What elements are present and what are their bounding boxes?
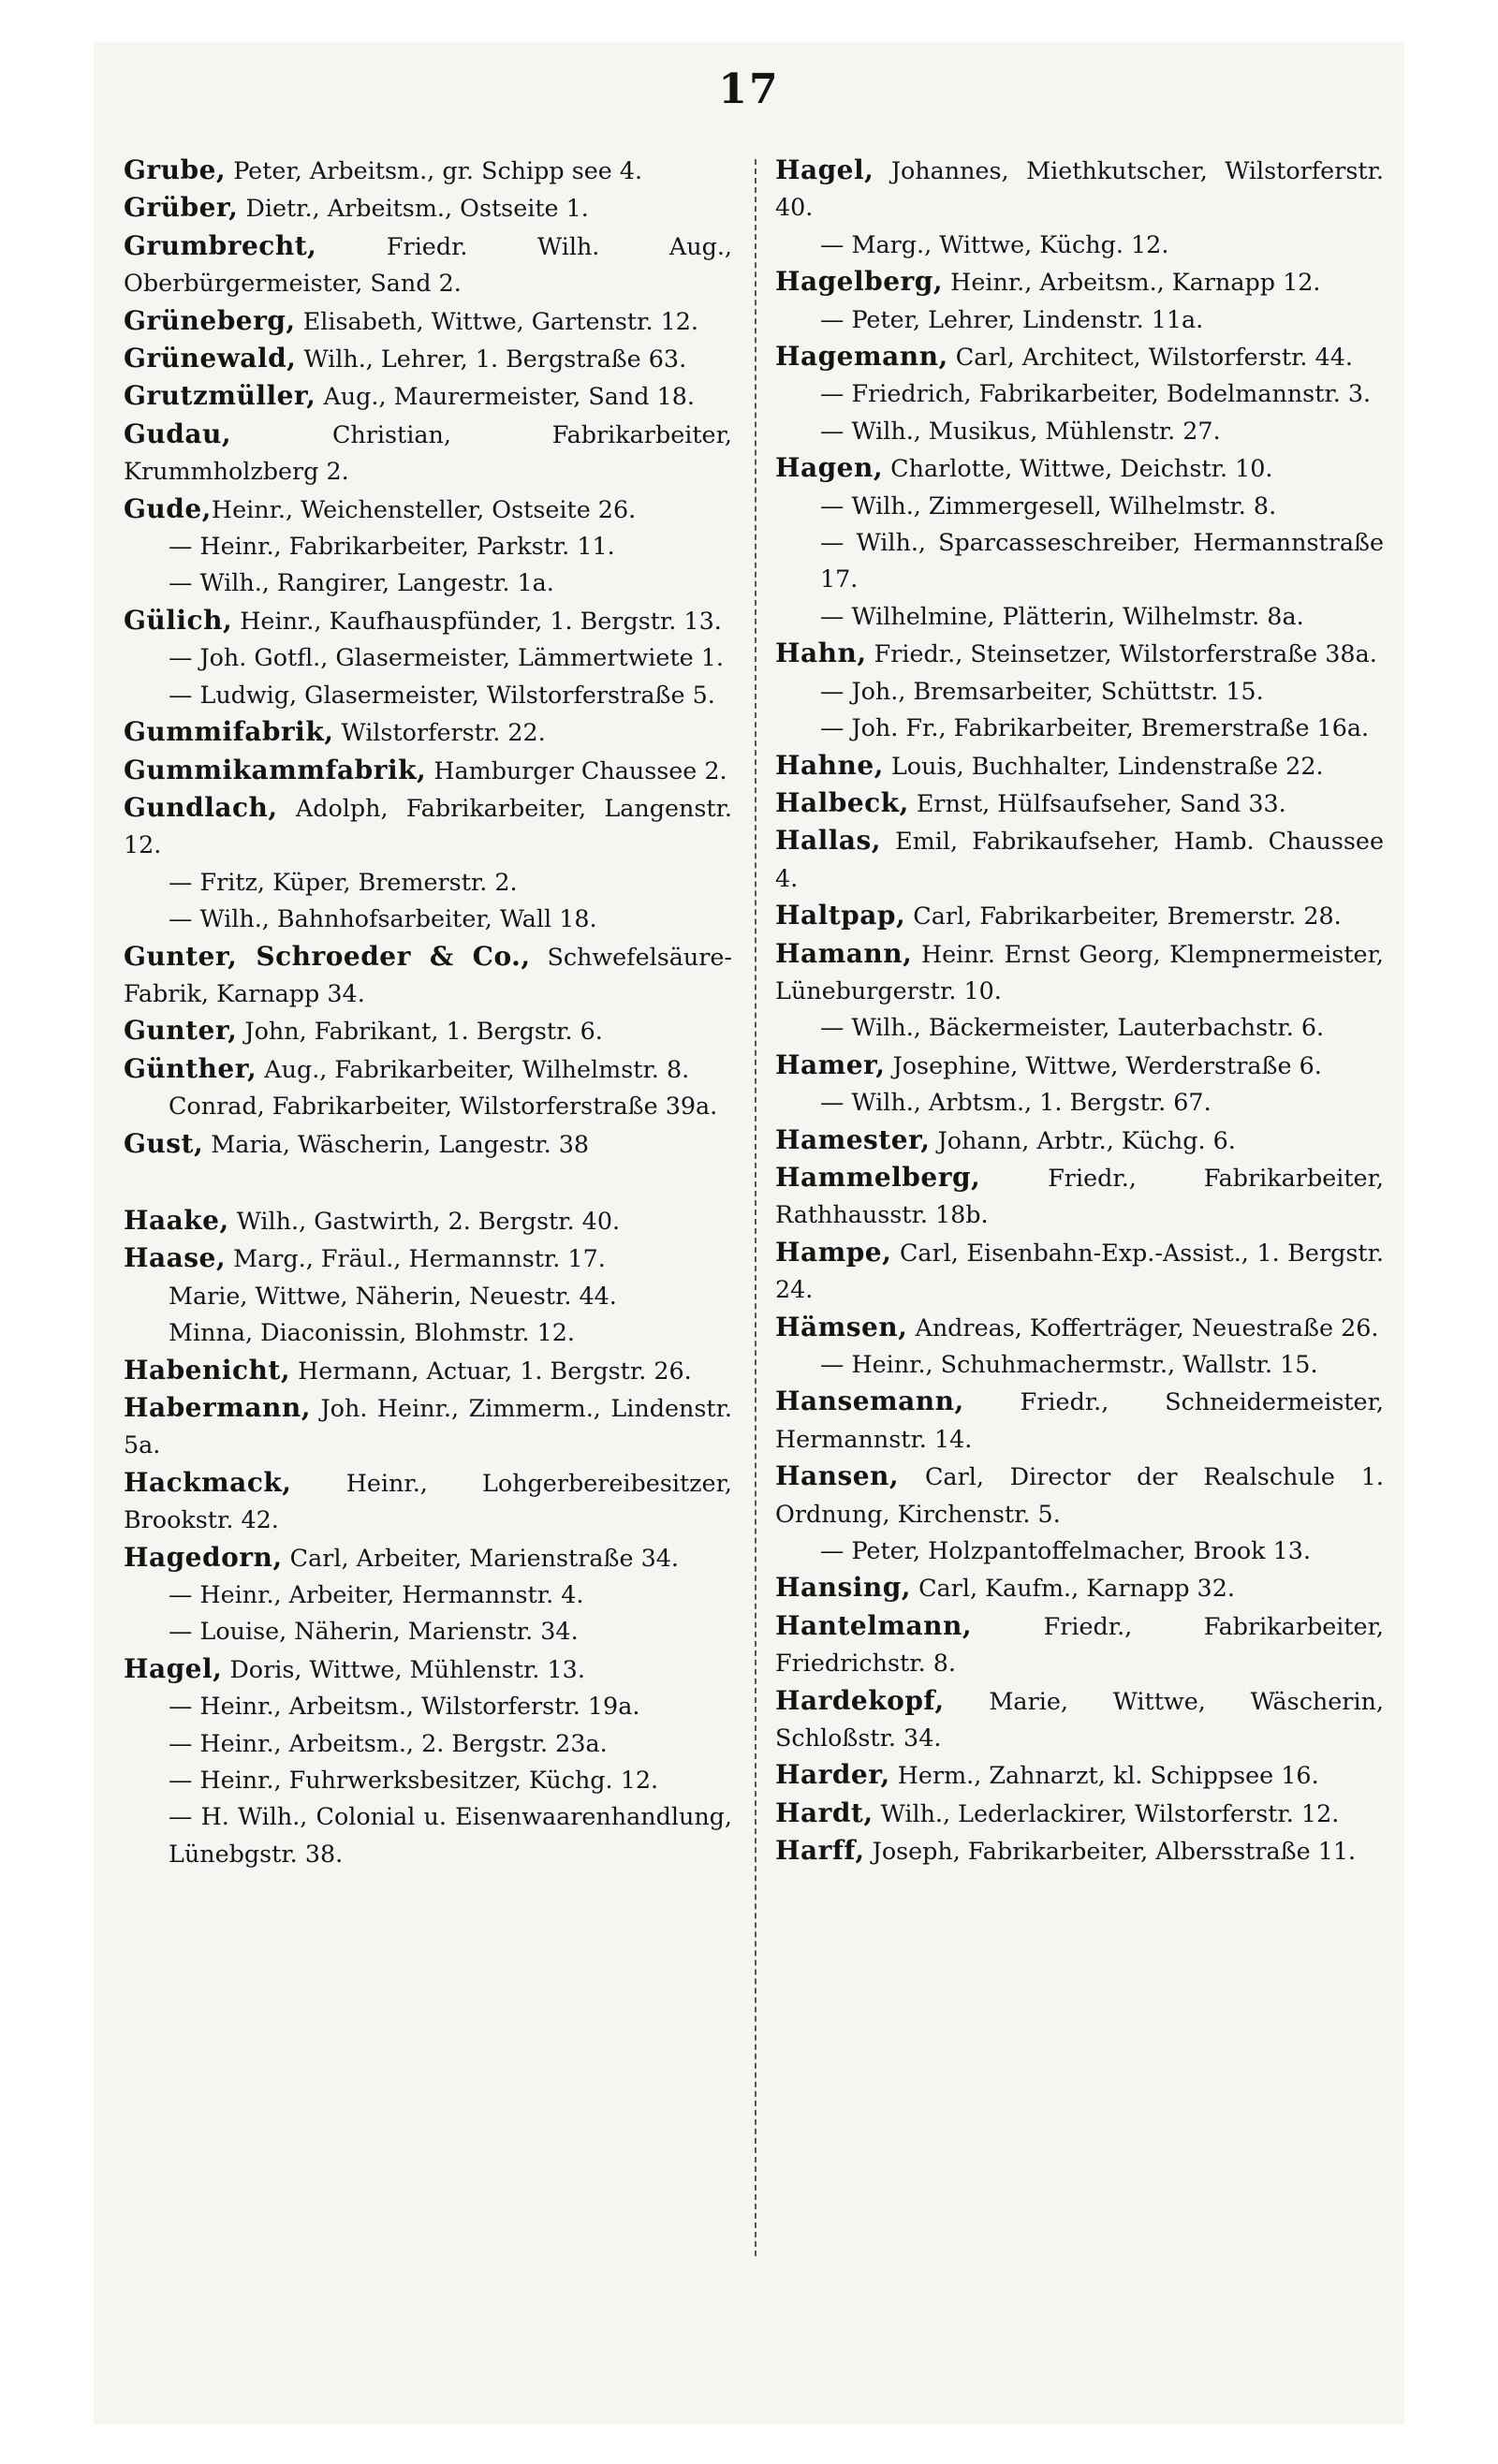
directory-entry bbox=[124, 602, 732, 639]
directory-entry bbox=[775, 1795, 1384, 1832]
directory-entry bbox=[775, 635, 1384, 672]
entry-surname: Grüber, bbox=[124, 192, 239, 224]
directory-entry bbox=[775, 598, 1384, 635]
entry-surname: Hamann, bbox=[775, 937, 913, 969]
entry-details: Johann, Arbtr., Küchg. 6. bbox=[930, 1125, 1236, 1154]
entry-details: Andreas, Kofferträger, Neuestraße 26. bbox=[907, 1313, 1379, 1342]
entry-details: Josephine, Wittwe, Werderstraße 6. bbox=[885, 1050, 1322, 1079]
entry-details: Heinr., Weichensteller, Ostseite 26. bbox=[211, 494, 637, 523]
directory-entry bbox=[775, 413, 1384, 449]
entry-details: Heinr. Ernst Georg, Klempnermeister, Lüneburgerstr. 10. bbox=[775, 939, 1384, 1005]
entry-details: Marg., Wittwe, Küchg. 12. bbox=[851, 229, 1169, 258]
entry-details: Fritz, Küper, Bremerstr. 2. bbox=[199, 867, 518, 896]
directory-entry bbox=[124, 1125, 732, 1163]
entry-details: Marie, Wittwe, Näherin, Neuestr. 44. bbox=[169, 1281, 617, 1310]
entry-details: Joseph, Fabrikarbeiter, Albersstraße 11. bbox=[864, 1837, 1357, 1866]
entry-details: Doris, Wittwe, Mühlenstr. 13. bbox=[222, 1654, 585, 1683]
entry-details: Hermann, Actuar, 1. Bergstr. 26. bbox=[290, 1356, 692, 1385]
entry-surname: Gudau, bbox=[124, 418, 232, 449]
entry-surname: Hagedorn, bbox=[124, 1541, 283, 1573]
directory-entry bbox=[775, 227, 1384, 263]
entry-details: Wilh., Arbtsm., 1. Bergstr. 67. bbox=[851, 1088, 1212, 1117]
entry-details: Christian, Fabrikarbeiter, Krummholzberg 2. bbox=[124, 419, 732, 486]
directory-entry bbox=[124, 1278, 732, 1314]
entry-details: Wilh., Sparcasseschreiber, Hermannstraße 17. bbox=[820, 528, 1384, 594]
directory-entry bbox=[124, 901, 732, 937]
entry-details: Aug., Fabrikarbeiter, Wilhelmstr. 8. bbox=[257, 1054, 690, 1083]
ditto-dash: — bbox=[169, 1617, 200, 1646]
entry-surname: Hackmack, bbox=[124, 1466, 292, 1498]
entry-surname: Gunter, bbox=[124, 1015, 238, 1047]
entry-surname: Hahn, bbox=[775, 638, 867, 669]
directory-entry bbox=[775, 1832, 1384, 1870]
ditto-dash: — bbox=[169, 643, 200, 672]
ditto-dash: — bbox=[169, 532, 200, 561]
entry-details: Heinr., Fuhrwerksbesitzer, Küchg. 12. bbox=[199, 1766, 659, 1795]
entry-details: Wilh., Musikus, Mühlenstr. 27. bbox=[851, 416, 1221, 445]
entry-details: Wilh., Gastwirth, 2. Bergstr. 40. bbox=[228, 1206, 621, 1235]
entry-details: Carl, Eisenbahn-Exp.-Assist., 1. Bergstr. 24. bbox=[775, 1238, 1384, 1304]
directory-entry bbox=[775, 1682, 1384, 1757]
entry-details: Ludwig, Glasermeister, Wilstorferstraße 5. bbox=[199, 680, 715, 709]
directory-entry bbox=[775, 673, 1384, 710]
entry-details: Heinr., Arbeitsm., Karnapp 12. bbox=[943, 268, 1321, 297]
ditto-dash: — bbox=[820, 1013, 852, 1042]
entry-surname: Harder, bbox=[775, 1759, 890, 1791]
entry-surname: Haake, bbox=[124, 1204, 229, 1236]
directory-entry bbox=[124, 377, 732, 415]
entry-surname: Gummikammfabrik, bbox=[124, 754, 427, 785]
entry-details: Peter, Lehrer, Lindenstr. 11a. bbox=[851, 304, 1204, 333]
directory-entry bbox=[775, 1234, 1384, 1309]
entry-details: Louis, Buchhalter, Lindenstraße 22. bbox=[883, 751, 1324, 780]
entry-surname: Grüneberg, bbox=[124, 304, 296, 336]
directory-entry bbox=[124, 1798, 732, 1872]
directory-entry bbox=[124, 1202, 732, 1239]
entry-surname: Hardekopf, bbox=[775, 1684, 945, 1716]
entry-details: Carl, Arbeiter, Marienstraße 34. bbox=[282, 1543, 679, 1572]
directory-entry bbox=[775, 301, 1384, 338]
ditto-dash: — bbox=[820, 379, 852, 408]
right-column bbox=[775, 152, 1384, 1870]
directory-entry bbox=[775, 488, 1384, 524]
entry-surname: Hämsen, bbox=[775, 1311, 908, 1342]
ditto-dash: — bbox=[820, 1536, 852, 1565]
entry-details: Peter, Arbeitsm., gr. Schipp see 4. bbox=[226, 156, 643, 184]
directory-entry bbox=[775, 710, 1384, 746]
directory-entry bbox=[124, 1314, 732, 1351]
entry-details: Conrad, Fabrikarbeiter, Wilstorferstraße 39a. bbox=[169, 1092, 718, 1121]
entry-details: Heinr., Schuhmachermstr., Wallstr. 15. bbox=[851, 1350, 1318, 1378]
entry-details: Friedrich, Fabrikarbeiter, Bodelmannstr. 3. bbox=[851, 379, 1372, 408]
entry-details: Wilh., Rangirer, Langestr. 1a. bbox=[199, 568, 554, 597]
entry-surname: Gunter, Schroeder & Co., bbox=[124, 940, 531, 972]
entry-details: Carl, Architect, Wilstorferstr. 44. bbox=[947, 343, 1353, 372]
entry-details: Charlotte, Wittwe, Deichstr. 10. bbox=[883, 454, 1273, 483]
directory-entry bbox=[775, 1009, 1384, 1046]
directory-entry bbox=[124, 789, 732, 864]
entry-details: H. Wilh., Colonial u. Eisenwaarenhandlung, Lünebgstr. 38. bbox=[169, 1802, 732, 1868]
entry-details: Adolph, Fabrikarbeiter, Langenstr. 12. bbox=[124, 793, 732, 859]
entry-details: Heinr., Arbeitsm., 2. Bergstr. 23a. bbox=[199, 1728, 608, 1757]
directory-entry bbox=[124, 302, 732, 340]
directory-entry bbox=[775, 1309, 1384, 1346]
directory-entry bbox=[124, 713, 732, 751]
entry-details: Friedr., Fabrikarbeiter, Rathhausstr. 18b. bbox=[775, 1163, 1384, 1229]
directory-entry bbox=[775, 263, 1384, 301]
ditto-dash: — bbox=[169, 568, 200, 597]
entry-details: Dietr., Arbeitsm., Ostseite 1. bbox=[238, 194, 589, 223]
ditto-dash: — bbox=[169, 1802, 201, 1831]
ditto-dash: — bbox=[820, 676, 852, 705]
directory-entry bbox=[775, 935, 1384, 1010]
directory-entry bbox=[124, 1650, 732, 1688]
directory-entry bbox=[775, 375, 1384, 412]
entry-details: Johannes, Miethkutscher, Wilstorferstr. 40. bbox=[775, 156, 1384, 222]
directory-entry bbox=[775, 747, 1384, 785]
entry-surname: Hansen, bbox=[775, 1460, 900, 1492]
entry-surname: Grünewald, bbox=[124, 343, 297, 374]
directory-entry bbox=[124, 1389, 732, 1464]
entry-surname: Hagen, bbox=[775, 452, 884, 484]
entry-details: Herm., Zahnarzt, kl. Schippsee 16. bbox=[889, 1761, 1319, 1790]
entry-details: Joh. Heinr., Zimmerm., Lindenstr. 5a. bbox=[124, 1394, 732, 1459]
directory-entry bbox=[124, 491, 732, 528]
directory-entry bbox=[124, 938, 732, 1013]
entry-details: Friedr., Schneidermeister, Hermannstr. 14. bbox=[775, 1387, 1384, 1453]
entry-surname: Grutzmüller, bbox=[124, 380, 316, 412]
entry-details: Joh. Gotfl., Glasermeister, Lämmertwiete 1. bbox=[199, 643, 724, 672]
ditto-dash: — bbox=[169, 1580, 200, 1609]
directory-entry bbox=[775, 897, 1384, 934]
entry-details: Wilstorferstr. 22. bbox=[333, 718, 546, 747]
directory-entry bbox=[124, 1012, 732, 1049]
entry-surname: Hardt, bbox=[775, 1797, 874, 1828]
ditto-dash: — bbox=[820, 601, 852, 630]
entry-surname: Habenicht, bbox=[124, 1354, 291, 1386]
directory-entry bbox=[775, 1458, 1384, 1533]
entry-details: Joh. Fr., Fabrikarbeiter, Bremerstraße 16a. bbox=[851, 713, 1370, 742]
ditto-dash: — bbox=[820, 1088, 852, 1117]
directory-entry bbox=[124, 1577, 732, 1613]
directory-entry bbox=[775, 1159, 1384, 1234]
directory-entry bbox=[775, 338, 1384, 375]
entry-details: Carl, Kaufm., Karnapp 32. bbox=[911, 1574, 1235, 1603]
directory-entry bbox=[775, 785, 1384, 822]
directory-entry bbox=[775, 1122, 1384, 1159]
entry-surname: Grumbrecht, bbox=[124, 229, 317, 261]
directory-entry bbox=[124, 340, 732, 377]
entry-surname: Harff, bbox=[775, 1835, 865, 1867]
page-number: 17 bbox=[718, 66, 780, 113]
directory-entry bbox=[775, 1569, 1384, 1606]
entry-details: Marg., Fräul., Hermannstr. 17. bbox=[226, 1244, 606, 1273]
directory-entry bbox=[124, 1725, 732, 1762]
ditto-dash: — bbox=[820, 416, 852, 445]
entry-details: Friedr. Wilh. Aug., Oberbürgermeister, Sand 2. bbox=[124, 231, 732, 298]
entry-surname: Hampe, bbox=[775, 1236, 892, 1268]
directory-entry bbox=[124, 1539, 732, 1577]
entry-surname: Halbeck, bbox=[775, 786, 909, 818]
entry-details: Joh., Bremsarbeiter, Schüttstr. 15. bbox=[851, 676, 1264, 705]
entry-surname: Günther, bbox=[124, 1052, 257, 1084]
directory-entry bbox=[124, 864, 732, 901]
entry-details: Maria, Wäscherin, Langestr. 38 bbox=[203, 1129, 590, 1158]
entry-surname: Hamester, bbox=[775, 1123, 931, 1155]
directory-entry bbox=[124, 1688, 732, 1724]
ditto-dash: — bbox=[820, 713, 852, 742]
directory-entry bbox=[775, 1346, 1384, 1383]
ditto-dash: — bbox=[820, 229, 852, 258]
entry-surname: Haltpap, bbox=[775, 900, 906, 931]
directory-entry bbox=[775, 524, 1384, 598]
directory-entry bbox=[124, 1050, 732, 1088]
entry-details: Marie, Wittwe, Wäscherin, Schloßstr. 34. bbox=[775, 1686, 1384, 1753]
directory-entry bbox=[775, 1756, 1384, 1794]
directory-entry bbox=[775, 449, 1384, 487]
ditto-dash: — bbox=[820, 1350, 852, 1378]
entry-details: Wilh., Lehrer, 1. Bergstraße 63. bbox=[296, 345, 687, 374]
ditto-dash: — bbox=[169, 1728, 200, 1757]
ditto-dash: — bbox=[169, 680, 200, 709]
directory-entry bbox=[124, 152, 732, 189]
directory-entry bbox=[124, 639, 732, 676]
directory-entry bbox=[124, 1613, 732, 1650]
directory-entry bbox=[124, 565, 732, 601]
entry-details: Wilh., Bahnhofsarbeiter, Wall 18. bbox=[199, 904, 597, 933]
entry-details: Heinr., Lohgerbereibesitzer, Brookstr. 42. bbox=[124, 1468, 732, 1534]
directory-entry bbox=[775, 1084, 1384, 1121]
entry-details: Ernst, Hülfsaufseher, Sand 33. bbox=[908, 788, 1286, 817]
entry-surname: Hagel, bbox=[775, 154, 874, 185]
entry-details: Schwefelsäure-Fabrik, Karnapp 34. bbox=[124, 942, 732, 1007]
entry-surname: Gude, bbox=[124, 492, 212, 524]
entry-details: Friedr., Steinsetzer, Wilstorferstraße 38a. bbox=[866, 639, 1377, 668]
ditto-dash: — bbox=[820, 304, 852, 333]
entry-surname: Gust, bbox=[124, 1127, 204, 1159]
ditto-dash: — bbox=[820, 491, 852, 520]
directory-entry bbox=[124, 189, 732, 227]
entry-details: Wilh., Zimmergesell, Wilhelmstr. 8. bbox=[851, 491, 1277, 520]
entry-surname: Haase, bbox=[124, 1242, 227, 1274]
entry-details: Minna, Diaconissin, Blohmstr. 12. bbox=[169, 1318, 575, 1347]
entry-details: Friedr., Fabrikarbeiter, Friedrichstr. 8. bbox=[775, 1611, 1384, 1678]
entry-details: Elisabeth, Wittwe, Gartenstr. 12. bbox=[295, 306, 698, 335]
directory-entry bbox=[124, 1464, 732, 1539]
left-column bbox=[124, 152, 732, 1872]
column-divider bbox=[755, 159, 756, 2256]
ditto-dash: — bbox=[169, 904, 200, 933]
directory-entry bbox=[775, 822, 1384, 897]
entry-surname: Habermann, bbox=[124, 1392, 311, 1423]
directory-entry bbox=[775, 1383, 1384, 1458]
directory-entry bbox=[124, 677, 732, 713]
entry-details: Aug., Maurermeister, Sand 18. bbox=[316, 382, 695, 411]
directory-entry bbox=[124, 528, 732, 565]
entry-surname: Hansing, bbox=[775, 1572, 912, 1604]
entry-surname: Hantelmann, bbox=[775, 1609, 973, 1641]
entry-surname: Gundlach, bbox=[124, 791, 278, 823]
entry-details: Emil, Fabrikaufseher, Hamb. Chaussee 4. bbox=[775, 827, 1384, 892]
directory-entry bbox=[124, 1352, 732, 1389]
entry-details: Carl, Director der Realschule 1. Ordnung, Kirchenstr. 5. bbox=[775, 1462, 1384, 1528]
entry-details: Wilhelmine, Plätterin, Wilhelmstr. 8a. bbox=[851, 601, 1304, 630]
directory-entry bbox=[124, 1088, 732, 1124]
entry-details: Peter, Holzpantoffelmacher, Brook 13. bbox=[851, 1536, 1312, 1565]
directory-entry bbox=[775, 1607, 1384, 1682]
entry-details: Hamburger Chaussee 2. bbox=[426, 755, 727, 785]
entry-details: Heinr., Arbeiter, Hermannstr. 4. bbox=[199, 1580, 584, 1609]
directory-entry bbox=[775, 1047, 1384, 1084]
entry-surname: Hamer, bbox=[775, 1049, 886, 1080]
entry-surname: Hagelberg, bbox=[775, 266, 944, 298]
entry-surname: Gummifabrik, bbox=[124, 716, 334, 748]
directory-entry bbox=[124, 1762, 732, 1798]
entry-surname: Hammelberg, bbox=[775, 1161, 981, 1193]
entry-surname: Hagemann, bbox=[775, 341, 948, 373]
directory-entry bbox=[124, 227, 732, 302]
entry-details: Wilh., Bäckermeister, Lauterbachstr. 6. bbox=[851, 1013, 1325, 1042]
ditto-dash: — bbox=[169, 1692, 200, 1721]
directory-entry bbox=[775, 152, 1384, 227]
directory-entry bbox=[124, 752, 732, 789]
ditto-dash: — bbox=[169, 867, 200, 896]
entry-details: Heinr., Fabrikarbeiter, Parkstr. 11. bbox=[199, 532, 615, 561]
entry-surname: Hansemann, bbox=[775, 1386, 964, 1417]
entry-details: Wilh., Lederlackirer, Wilstorferstr. 12. bbox=[873, 1798, 1340, 1827]
entry-surname: Hahne, bbox=[775, 749, 884, 781]
directory-entry bbox=[775, 1533, 1384, 1569]
directory-entry bbox=[124, 1239, 732, 1277]
entry-details: John, Fabrikant, 1. Bergstr. 6. bbox=[237, 1017, 603, 1046]
ditto-dash: — bbox=[169, 1766, 200, 1795]
directory-entry bbox=[124, 416, 732, 491]
entry-surname: Grube, bbox=[124, 154, 227, 185]
entry-details: Louise, Näherin, Marienstr. 34. bbox=[199, 1617, 579, 1646]
entry-details: Carl, Fabrikarbeiter, Bremerstr. 28. bbox=[905, 902, 1342, 931]
ditto-dash: — bbox=[820, 528, 857, 557]
entry-surname: Hagel, bbox=[124, 1652, 223, 1684]
entry-details: Heinr., Arbeitsm., Wilstorferstr. 19a. bbox=[199, 1692, 640, 1721]
entry-surname: Hallas, bbox=[775, 825, 882, 857]
entry-surname: Gülich, bbox=[124, 604, 233, 636]
entry-details: Heinr., Kaufhauspfünder, 1. Bergstr. 13. bbox=[232, 606, 722, 635]
